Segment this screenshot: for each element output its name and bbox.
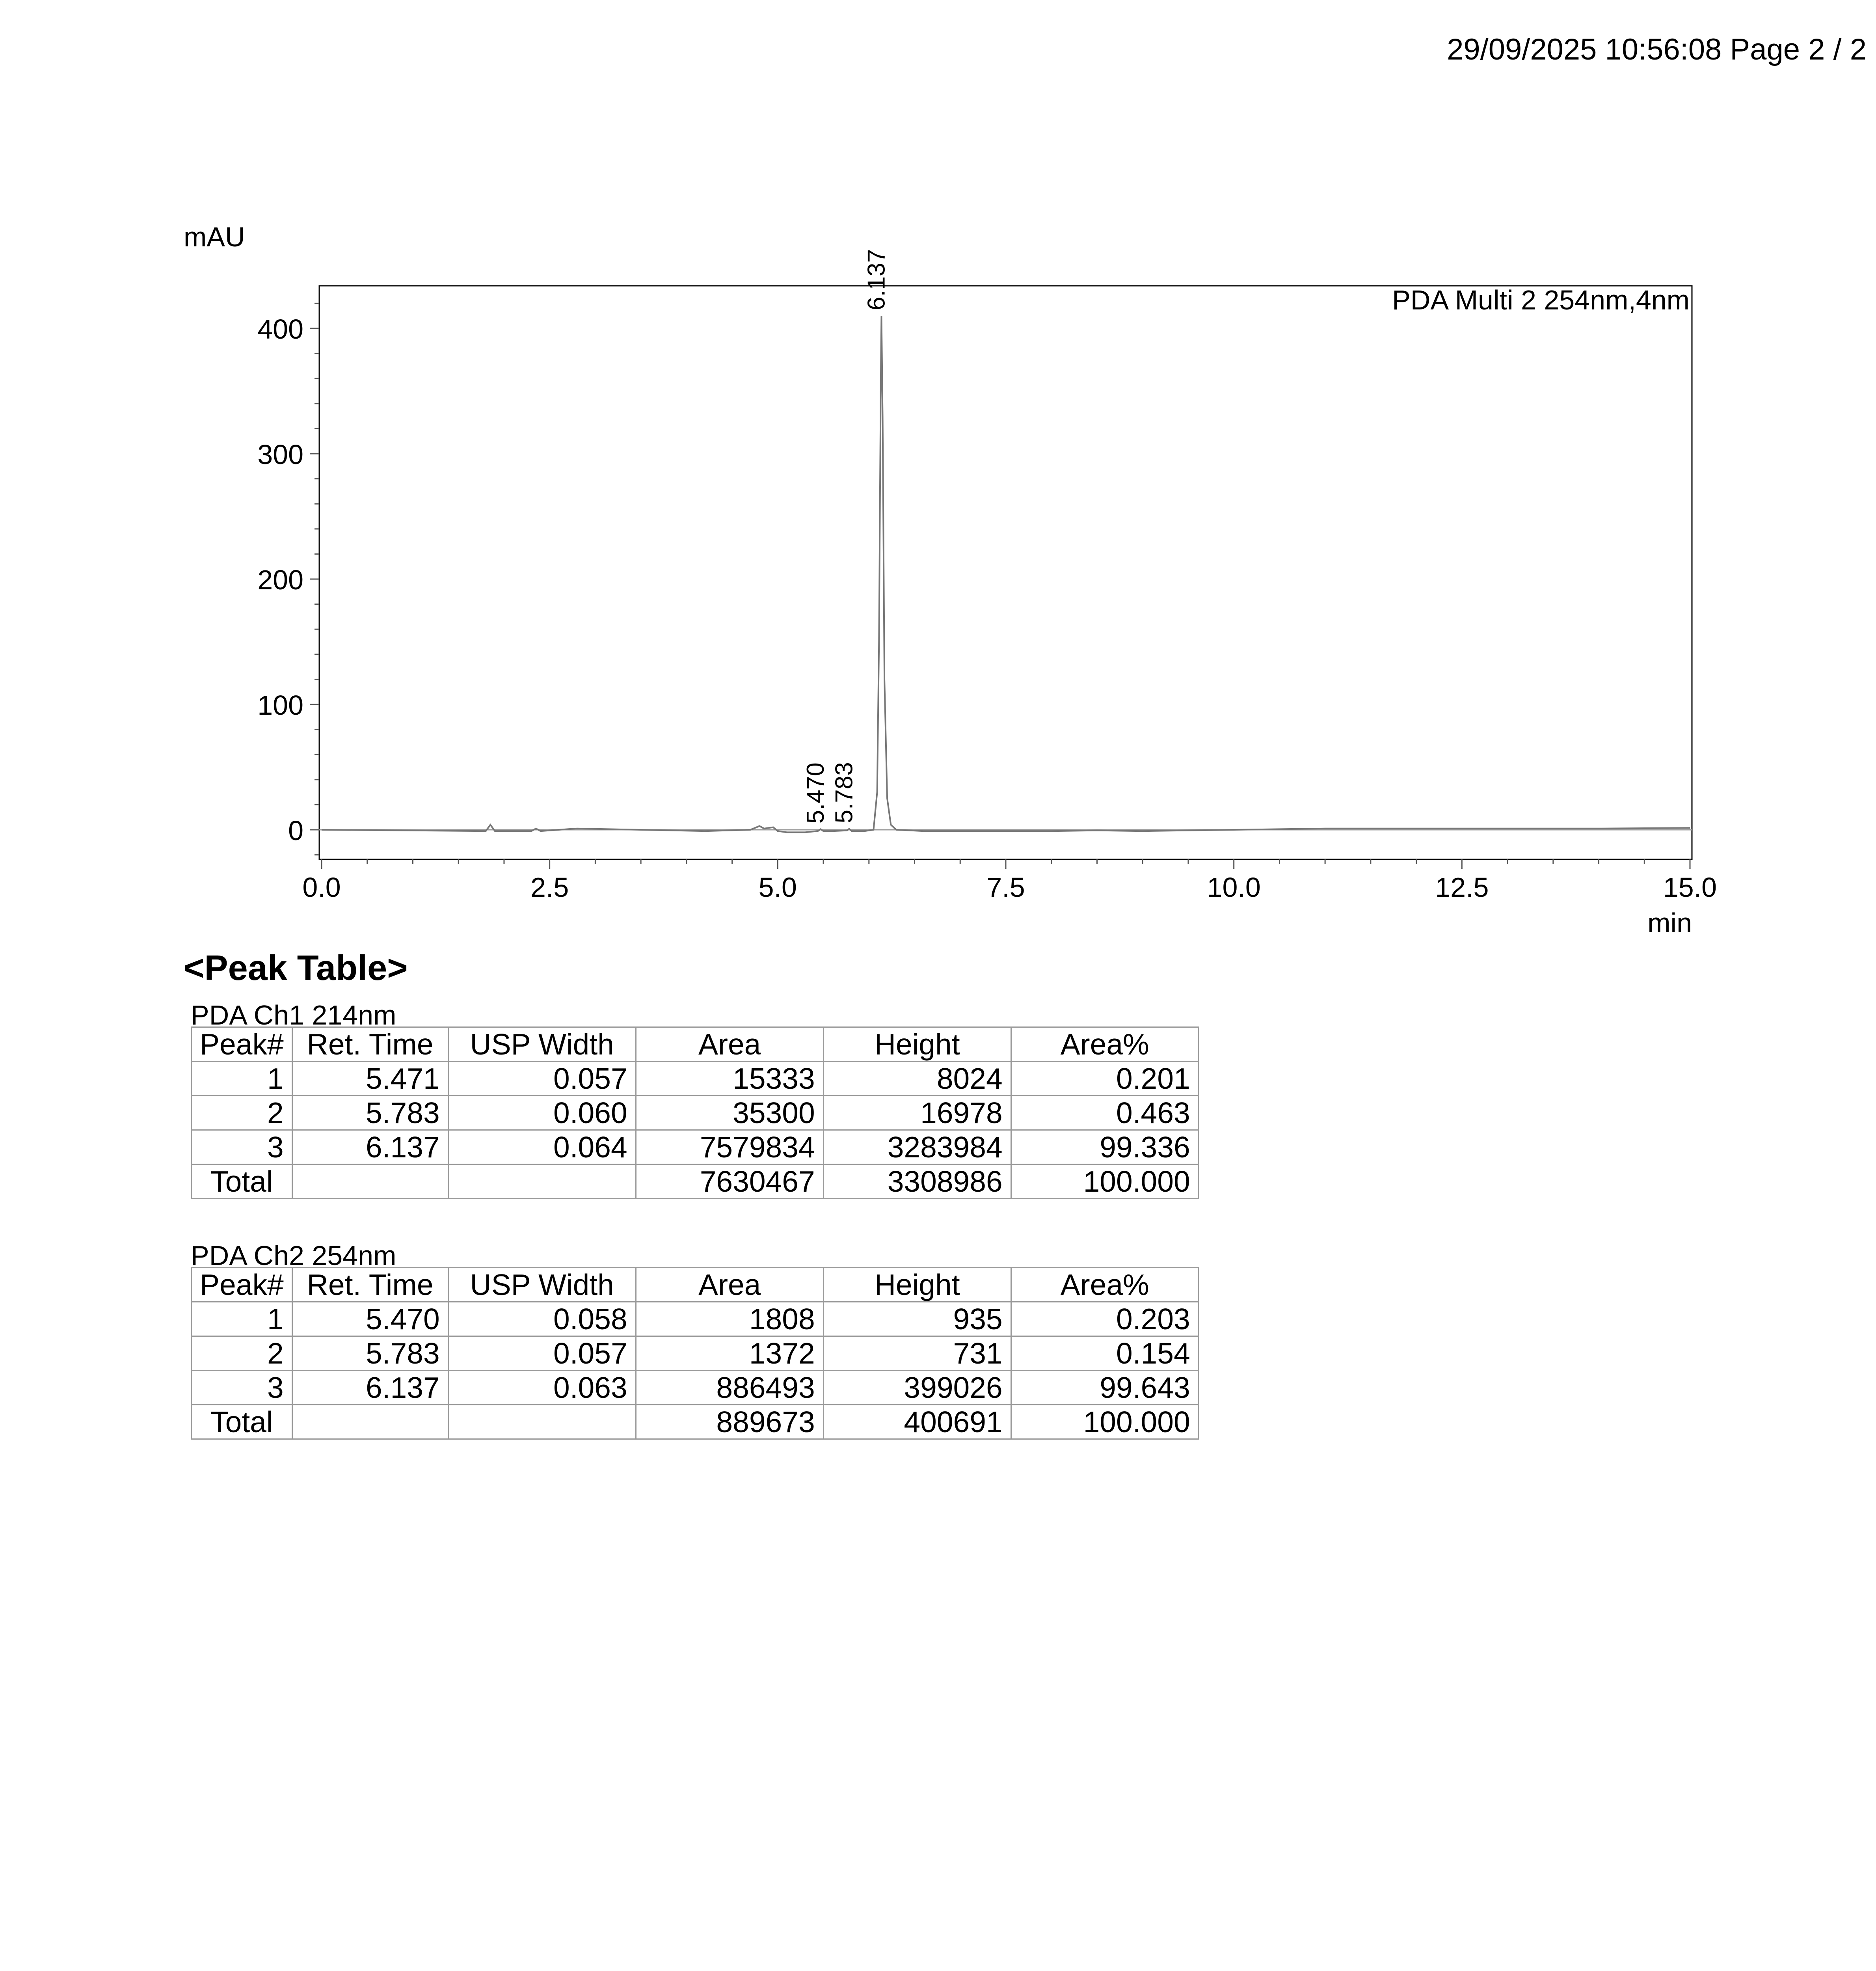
col-header-area-pct: Area% — [1011, 1027, 1199, 1062]
cell-usp-width — [448, 1405, 636, 1439]
cell-area: 7579834 — [636, 1130, 823, 1164]
y-tick-label: 0 — [288, 815, 303, 846]
cell-area-pct: 99.336 — [1011, 1130, 1199, 1164]
cell-area-pct: 99.643 — [1011, 1371, 1199, 1405]
col-header-height: Height — [823, 1027, 1011, 1062]
cell-ret-time: 5.783 — [292, 1096, 448, 1130]
cell-total-label: Total — [192, 1405, 292, 1439]
cell-height: 400691 — [823, 1405, 1011, 1439]
col-header-ret-time: Ret. Time — [292, 1268, 448, 1302]
col-header-usp-width: USP Width — [448, 1268, 636, 1302]
cell-peak: 2 — [192, 1336, 292, 1371]
table-row — [192, 1096, 1199, 1130]
y-tick-label: 300 — [257, 439, 303, 470]
cell-area-pct: 0.201 — [1011, 1062, 1199, 1096]
cell-usp-width: 0.063 — [448, 1371, 636, 1405]
col-header-area-pct: Area% — [1011, 1268, 1199, 1302]
cell-area: 35300 — [636, 1096, 823, 1130]
channel-label: PDA Ch1 214nm — [191, 1000, 396, 1030]
col-header-usp-width: USP Width — [448, 1027, 636, 1062]
table-row — [192, 1130, 1199, 1164]
y-tick-label: 100 — [257, 690, 303, 721]
plot-frame — [319, 286, 1692, 859]
cell-ret-time — [292, 1405, 448, 1439]
cell-area: 7630467 — [636, 1164, 823, 1199]
x-tick-label: 0.0 — [302, 872, 341, 903]
cell-area-pct: 0.154 — [1011, 1336, 1199, 1371]
cell-usp-width: 0.058 — [448, 1302, 636, 1336]
col-header-height: Height — [823, 1268, 1011, 1302]
cell-height: 8024 — [823, 1062, 1011, 1096]
cell-peak: 3 — [192, 1371, 292, 1405]
x-tick-label: 10.0 — [1207, 872, 1261, 903]
col-header-peak: Peak# — [192, 1027, 292, 1062]
peak-table-title: <Peak Table> — [184, 948, 408, 988]
peak-label: 5.783 — [830, 762, 858, 823]
cell-height: 399026 — [823, 1371, 1011, 1405]
peak-table-ch1 — [191, 1026, 1199, 1199]
cell-usp-width: 0.057 — [448, 1336, 636, 1371]
cell-usp-width: 0.060 — [448, 1096, 636, 1130]
x-tick-label: 2.5 — [530, 872, 569, 903]
cell-ret-time — [292, 1164, 448, 1199]
cell-ret-time: 6.137 — [292, 1130, 448, 1164]
x-tick-label: 15.0 — [1663, 872, 1717, 903]
table-row — [192, 1336, 1199, 1371]
cell-area-pct: 0.463 — [1011, 1096, 1199, 1130]
table-header-row — [192, 1027, 1199, 1062]
y-axis-unit-label: mAU — [184, 222, 245, 252]
cell-ret-time: 6.137 — [292, 1371, 448, 1405]
cell-area: 1808 — [636, 1302, 823, 1336]
chromatogram — [0, 0, 1876, 966]
legend-label: PDA Multi 2 254nm,4nm — [1392, 285, 1690, 315]
table-header-row — [192, 1268, 1199, 1302]
table-row — [192, 1302, 1199, 1336]
table-total-row — [192, 1164, 1199, 1199]
cell-area: 1372 — [636, 1336, 823, 1371]
cell-peak: 3 — [192, 1130, 292, 1164]
cell-usp-width — [448, 1164, 636, 1199]
cell-area: 889673 — [636, 1405, 823, 1439]
col-header-area: Area — [636, 1268, 823, 1302]
cell-usp-width: 0.064 — [448, 1130, 636, 1164]
cell-area-pct: 100.000 — [1011, 1405, 1199, 1439]
cell-usp-width: 0.057 — [448, 1062, 636, 1096]
cell-height: 16978 — [823, 1096, 1011, 1130]
cell-area: 15333 — [636, 1062, 823, 1096]
table-row — [192, 1371, 1199, 1405]
y-tick-label: 400 — [257, 314, 303, 345]
cell-area: 886493 — [636, 1371, 823, 1405]
cell-ret-time: 5.783 — [292, 1336, 448, 1371]
cell-height: 731 — [823, 1336, 1011, 1371]
cell-area-pct: 0.203 — [1011, 1302, 1199, 1336]
peak-label: 6.137 — [863, 249, 890, 311]
cell-peak: 2 — [192, 1096, 292, 1130]
x-tick-label: 12.5 — [1435, 872, 1489, 903]
peak-table-ch2 — [191, 1267, 1199, 1440]
print-timestamp-page: 29/09/2025 10:56:08 Page 2 / 2 — [1447, 33, 1867, 66]
cell-height: 3308986 — [823, 1164, 1011, 1199]
cell-height: 3283984 — [823, 1130, 1011, 1164]
x-tick-label: 7.5 — [986, 872, 1025, 903]
channel-label: PDA Ch2 254nm — [191, 1240, 396, 1271]
col-header-peak: Peak# — [192, 1268, 292, 1302]
col-header-area: Area — [636, 1027, 823, 1062]
cell-ret-time: 5.471 — [292, 1062, 448, 1096]
cell-ret-time: 5.470 — [292, 1302, 448, 1336]
cell-peak: 1 — [192, 1302, 292, 1336]
col-header-ret-time: Ret. Time — [292, 1027, 448, 1062]
cell-height: 935 — [823, 1302, 1011, 1336]
cell-area-pct: 100.000 — [1011, 1164, 1199, 1199]
chromatogram-trace — [322, 316, 1690, 832]
table-row — [192, 1062, 1199, 1096]
cell-total-label: Total — [192, 1164, 292, 1199]
channel-1-table-block — [191, 1001, 1199, 1199]
cell-peak: 1 — [192, 1062, 292, 1096]
table-total-row — [192, 1405, 1199, 1439]
chromatogram-svg — [0, 0, 1876, 966]
x-tick-label: 5.0 — [758, 872, 797, 903]
x-axis-unit-label: min — [1647, 907, 1692, 938]
peak-label: 5.470 — [802, 762, 830, 824]
channel-2-table-block — [191, 1242, 1199, 1440]
y-tick-label: 200 — [257, 564, 303, 595]
